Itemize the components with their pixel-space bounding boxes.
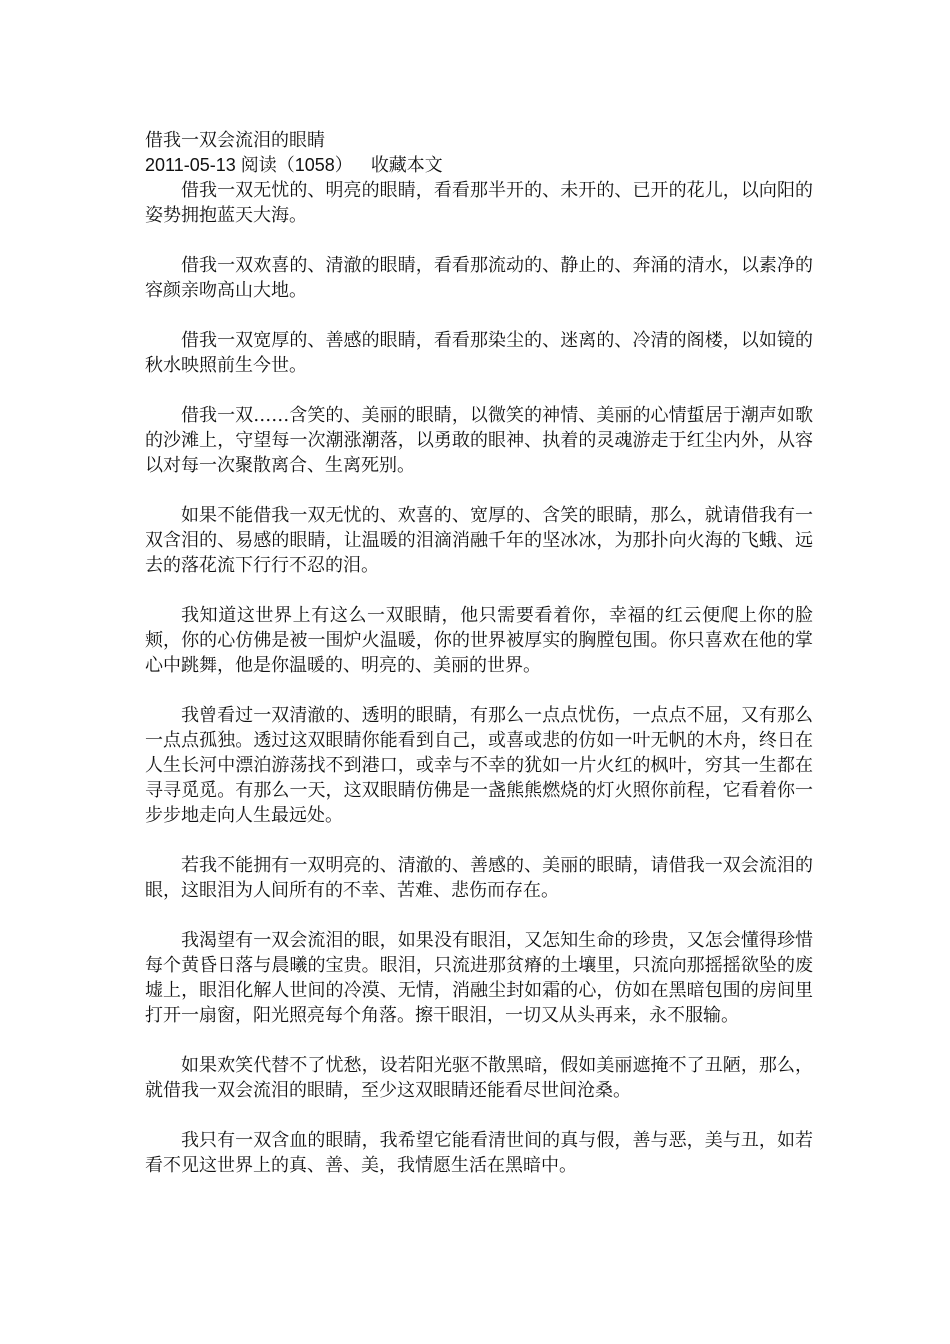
paragraph-3: 借我一双宽厚的、善感的眼睛，看看那染尘的、迷离的、冷清的阁楼，以如镜的秋水映照前生今世。 xyxy=(145,330,813,376)
paragraph-4: 借我一双……含笑的、美丽的眼睛，以微笑的神情、美丽的心情蜇居于潮声如歌的沙滩上，守望每一次潮涨潮落，以勇敢的眼神、执着的灵魂游走于红尘内外，从容以对每一次聚散离合、生离死别。 xyxy=(145,405,813,476)
paragraph-7: 我曾看过一双清澈的、透明的眼睛，有那么一点点忧伤，一点点不屈，又有那么一点点孤独。透过这双眼睛你能看到自己，或喜或悲的仿如一叶无帆的木舟，终日在人生长河中漂泊游荡找不到港口，或幸与不幸的犹如一片火红的枫叶，穷其一生都在寻寻觅觅。有那么一天，这双眼睛仿佛是一盏熊熊燃烧的灯火照你前程，它看着你一步步地走向人生最远处。 xyxy=(145,705,813,826)
post-date: 2011-05-13 xyxy=(145,155,236,175)
document-page xyxy=(145,128,813,1203)
paragraph-10: 如果欢笑代替不了忧愁，设若阳光驱不散黑暗，假如美丽遮掩不了丑陋，那么，就借我一双会流泪的眼睛，至少这双眼睛还能看尽世间沧桑。 xyxy=(145,1055,813,1101)
document-title: 借我一双会流泪的眼睛 xyxy=(145,130,325,151)
paragraph-9: 我渴望有一双会流泪的眼，如果没有眼泪，又怎知生命的珍贵，又怎会懂得珍惜每个黄昏日落与晨曦的宝贵。眼泪，只流进那贫瘠的土壤里，只流向那摇摇欲坠的废墟上，眼泪化解人世间的冷漠、无情，消融尘封如霜的心，仿如在黑暗包围的房间里打开一扇窗，阳光照亮每个角落。擦干眼泪，一切又从头再来，永不服输。 xyxy=(145,930,813,1026)
paragraph-8: 若我不能拥有一双明亮的、清澈的、善感的、美丽的眼睛，请借我一双会流泪的眼，这眼泪为人间所有的不幸、苦难、悲伤而存在。 xyxy=(145,855,813,901)
read-count: 阅读（1058） xyxy=(240,155,353,175)
paragraph-11: 我只有一双含血的眼睛，我希望它能看清世间的真与假，善与恶，美与丑，如若看不见这世界上的真、善、美，我情愿生活在黑暗中。 xyxy=(145,1130,813,1176)
collect-link[interactable]: 收藏本文 xyxy=(370,155,443,175)
document-meta xyxy=(145,153,813,178)
paragraph-5: 如果不能借我一双无忧的、欢喜的、宽厚的、含笑的眼睛，那么，就请借我有一双含泪的、易感的眼睛，让温暖的泪滴消融千年的坚冰冰，为那扑向火海的飞蛾、远去的落花流下行行不忍的泪。 xyxy=(145,505,813,576)
paragraph-1: 借我一双无忧的、明亮的眼睛，看看那半开的、未开的、已开的花儿，以向阳的姿势拥抱蓝天大海。 xyxy=(145,180,813,226)
paragraph-6: 我知道这世界上有这么一双眼睛，他只需要看着你，幸福的红云便爬上你的脸颊，你的心仿佛是被一围炉火温暖，你的世界被厚实的胸膛包围。你只喜欢在他的掌心中跳舞，他是你温暖的、明亮的、美丽的世界。 xyxy=(145,605,813,676)
paragraph-2: 借我一双欢喜的、清澈的眼睛，看看那流动的、静止的、奔涌的清水，以素净的容颜亲吻高山大地。 xyxy=(145,255,813,301)
